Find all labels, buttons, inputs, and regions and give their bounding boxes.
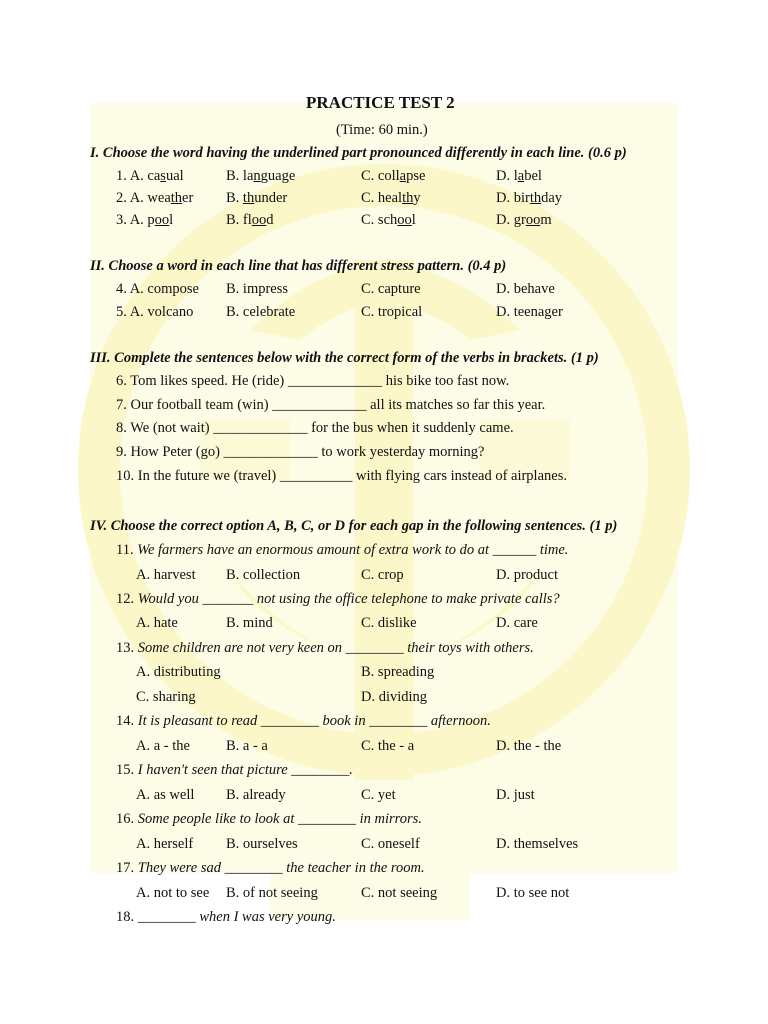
q1-option-c: C. collapse [361, 168, 426, 184]
q11-option-a: A. harvest [136, 567, 196, 583]
time-limit: (Time: 60 min.) [336, 122, 428, 138]
section-1-heading: I. Choose the word having the underlined part pronounced differently in each line. (0.6 p) [90, 145, 627, 161]
question-12: 12. Would you _______ not using the office telephone to make private calls? [116, 591, 560, 607]
q15-option-d: D. just [496, 787, 535, 803]
q4-option-a: 4. A. compose [116, 281, 199, 297]
page-title: PRACTICE TEST 2 [306, 93, 455, 112]
q12-option-c: C. dislike [361, 615, 417, 631]
q13-option-c: C. sharing [136, 689, 196, 705]
q17-option-d: D. to see not [496, 885, 570, 901]
q13-option-b: B. spreading [361, 664, 435, 680]
q12-option-a: A. hate [136, 615, 178, 631]
q12-option-d: D. care [496, 615, 538, 631]
q2-option-a: 2. A. weather [116, 190, 194, 206]
question-14: 14. It is pleasant to read ________ book in ________ afternoon. [116, 713, 491, 729]
section-3-heading: III. Complete the sentences below with the correct form of the verbs in brackets. (1 p) [90, 350, 599, 366]
q3-option-c: C. school [361, 212, 416, 228]
question-17: 17. They were sad ________ the teacher in the room. [116, 860, 425, 876]
question-10: 10. In the future we (travel) __________ with flying cars instead of airplanes. [116, 468, 567, 484]
q13-option-d: D. dividing [361, 689, 428, 705]
q4-option-b: B. impress [226, 281, 289, 297]
q14-option-a: A. a - the [136, 738, 190, 754]
q15-option-c: C. yet [361, 787, 396, 803]
q1-option-b: B. language [226, 168, 296, 184]
q15-option-b: B. already [226, 787, 286, 803]
question-18: 18. ________ when I was very young. [116, 909, 336, 925]
question-9: 9. How Peter (go) _____________ to work yesterday morning? [116, 444, 485, 460]
q4-option-d: D. behave [496, 281, 555, 297]
q14-option-b: B. a - a [226, 738, 268, 754]
q3-option-b: B. flood [226, 212, 274, 228]
q11-option-b: B. collection [226, 567, 301, 583]
q16-option-d: D. themselves [496, 836, 579, 852]
q17-option-c: C. not seeing [361, 885, 438, 901]
q14-option-c: C. the - a [361, 738, 415, 754]
question-7: 7. Our football team (win) _____________ all its matches so far this year. [116, 397, 546, 413]
q5-option-c: C. tropical [361, 304, 423, 320]
q17-option-b: B. of not seeing [226, 885, 318, 901]
question-16: 16. Some people like to look at ________ in mirrors. [116, 811, 422, 827]
q2-option-c: C. healthy [361, 190, 421, 206]
question-11: 11. We farmers have an enormous amount of extra work to do at ______ time. [116, 542, 569, 558]
q2-option-d: D. birthday [496, 190, 563, 206]
q1-option-d: D. label [496, 168, 542, 184]
q5-option-d: D. teenager [496, 304, 563, 320]
q16-option-a: A. herself [136, 836, 194, 852]
q3-option-d: D. groom [496, 212, 552, 228]
q1-option-a: 1. A. casual [116, 168, 184, 184]
q12-option-b: B. mind [226, 615, 273, 631]
question-15: 15. I haven't seen that picture ________. [116, 762, 353, 778]
q15-option-a: A. as well [136, 787, 195, 803]
q4-option-c: C. capture [361, 281, 421, 297]
question-8: 8. We (not wait) _____________ for the bus when it suddenly came. [116, 420, 514, 436]
q16-option-c: C. oneself [361, 836, 420, 852]
q11-option-d: D. product [496, 567, 559, 583]
q14-option-d: D. the - the [496, 738, 562, 754]
q11-option-c: C. crop [361, 567, 404, 583]
question-6: 6. Tom likes speed. He (ride) _____________ his bike too fast now. [116, 373, 510, 389]
q2-option-b: B. thunder [226, 190, 288, 206]
section-4-heading: IV. Choose the correct option A, B, C, or D for each gap in the following sentences. (1 p) [90, 518, 618, 534]
q13-option-a: A. distributing [136, 664, 221, 680]
q5-option-b: B. celebrate [226, 304, 296, 320]
q5-option-a: 5. A. volcano [116, 304, 194, 320]
q3-option-a: 3. A. pool [116, 212, 174, 228]
question-13: 13. Some children are not very keen on ________ their toys with others. [116, 640, 534, 656]
q16-option-b: B. ourselves [226, 836, 298, 852]
q17-option-a: A. not to see [136, 885, 210, 901]
section-2-heading: II. Choose a word in each line that has different stress pattern. (0.4 p) [90, 258, 507, 274]
